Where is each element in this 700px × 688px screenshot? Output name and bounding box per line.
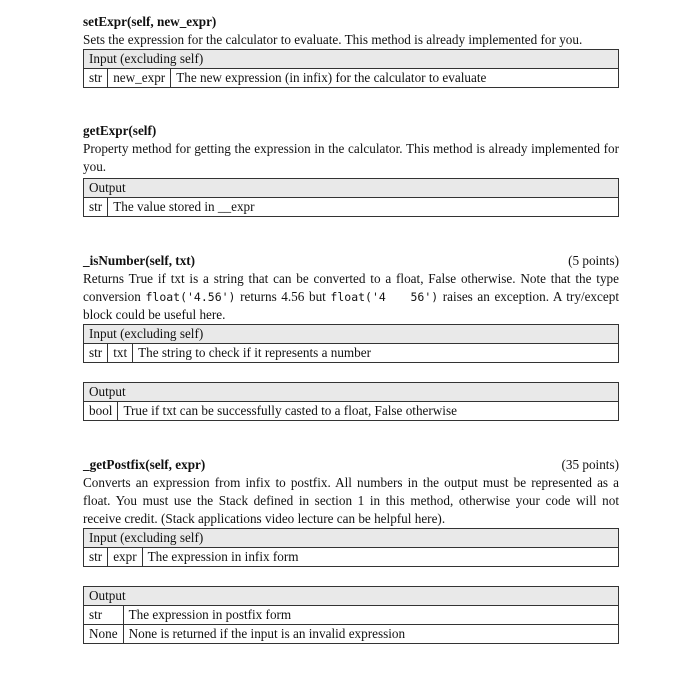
return-type: None	[84, 625, 124, 644]
method-title: getExpr(self)	[83, 123, 157, 138]
param-name: expr	[108, 548, 142, 567]
input-header: Input (excluding self)	[84, 529, 619, 548]
return-desc: The value stored in __expr	[108, 198, 619, 217]
param-name: txt	[108, 344, 133, 363]
return-type: str	[84, 606, 124, 625]
method-title-row	[83, 456, 619, 474]
output-header: Output	[84, 587, 619, 606]
points-label: (35 points)	[561, 457, 619, 472]
output-table	[83, 586, 619, 644]
section-getpostfix	[83, 456, 619, 644]
section-setexpr	[83, 13, 619, 88]
param-desc: The string to check if it represents a number	[133, 344, 619, 363]
method-description	[83, 270, 619, 324]
param-type: str	[84, 69, 108, 88]
return-type: bool	[84, 402, 118, 421]
table-row	[84, 625, 619, 644]
return-desc: The expression in postfix form	[123, 606, 618, 625]
output-table	[83, 178, 619, 217]
points-label: (5 points)	[568, 253, 619, 268]
method-title: setExpr(self, new_expr)	[83, 14, 217, 29]
table-row	[84, 606, 619, 625]
table-row	[84, 69, 619, 88]
table-row	[84, 198, 619, 217]
table-row	[84, 344, 619, 363]
input-table	[83, 49, 619, 88]
desc-text: raises an exception. A try/except block could be useful here.	[83, 289, 619, 322]
return-desc: True if txt can be successfully casted to a float, False otherwise	[118, 402, 619, 421]
input-table	[83, 528, 619, 567]
table-row	[84, 548, 619, 567]
code-snippet: float('4 56')	[330, 290, 439, 304]
param-desc: The expression in infix form	[142, 548, 618, 567]
desc-text: Returns True if txt is a string that can be converted to a float, False otherwise. Note that the type conversion	[83, 271, 619, 304]
input-table	[83, 324, 619, 363]
output-header: Output	[84, 383, 619, 402]
method-description: Sets the expression for the calculator to evaluate. This method is already implemented for you.	[83, 32, 583, 47]
method-description: Property method for getting the expression in the calculator. This method is already implemented for you.	[83, 141, 619, 174]
input-header: Input (excluding self)	[84, 50, 619, 69]
param-type: str	[84, 344, 108, 363]
section-getexpr	[83, 122, 619, 217]
table-row	[84, 402, 619, 421]
output-header: Output	[84, 179, 619, 198]
param-name: new_expr	[108, 69, 171, 88]
return-type: str	[84, 198, 108, 217]
code-snippet: float('4.56')	[145, 290, 236, 304]
input-header: Input (excluding self)	[84, 325, 619, 344]
section-isnumber	[83, 252, 619, 421]
method-title: _getPostfix(self, expr)	[83, 457, 206, 472]
return-desc: None is returned if the input is an invalid expression	[123, 625, 618, 644]
method-description: Converts an expression from infix to postfix. All numbers in the output must be represented as a float. You must use the Stack defined in section 1 in this method, otherwise your code will not receive credit. (Stack applications video lecture can be helpful here).	[83, 475, 619, 526]
method-title: _isNumber(self, txt)	[83, 253, 196, 268]
param-desc: The new expression (in infix) for the calculator to evaluate	[171, 69, 619, 88]
method-title-row	[83, 252, 619, 270]
param-type: str	[84, 548, 108, 567]
desc-text: returns 4.56 but	[235, 289, 331, 304]
output-table	[83, 382, 619, 421]
